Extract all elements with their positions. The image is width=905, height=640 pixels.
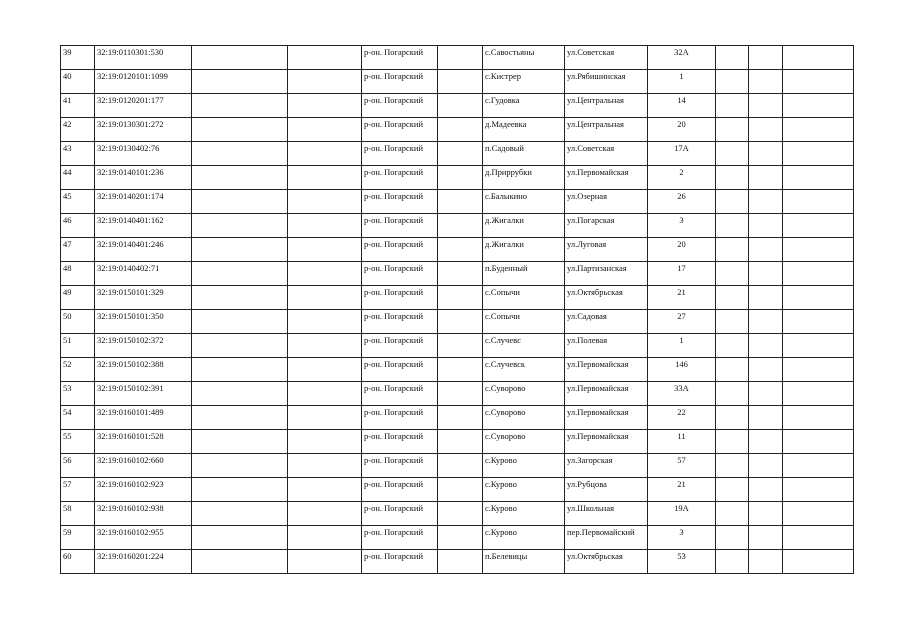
table-row bbox=[61, 94, 854, 118]
cell-street: ул.Загорская bbox=[565, 454, 648, 478]
cell-cadastral-number: 32:19:0140402:71 bbox=[95, 262, 192, 286]
cell-empty bbox=[783, 238, 854, 262]
cell-district: р-он. Погарский bbox=[362, 454, 438, 478]
cell-district: р-он. Погарский bbox=[362, 70, 438, 94]
table-row bbox=[61, 142, 854, 166]
cell-house-number: 3 bbox=[648, 214, 716, 238]
cell-district: р-он. Погарский bbox=[362, 310, 438, 334]
cell-row-number: 56 bbox=[61, 454, 95, 478]
cell-empty bbox=[783, 310, 854, 334]
cell-street: ул.Погарская bbox=[565, 214, 648, 238]
cell-cadastral-number: 32:19:0150102:372 bbox=[95, 334, 192, 358]
cell-empty bbox=[783, 406, 854, 430]
cell-empty bbox=[716, 238, 749, 262]
cell-district: р-он. Погарский bbox=[362, 262, 438, 286]
cell-empty bbox=[783, 502, 854, 526]
cell-settlement: с.Кистрер bbox=[483, 70, 565, 94]
cell-settlement: с.Курово bbox=[483, 502, 565, 526]
cell-house-number: 1 bbox=[648, 334, 716, 358]
cell-settlement: д.Жигалки bbox=[483, 214, 565, 238]
cell-empty bbox=[749, 526, 783, 550]
cell-house-number: 19А bbox=[648, 502, 716, 526]
cell-house-number: 26 bbox=[648, 190, 716, 214]
cell-row-number: 57 bbox=[61, 478, 95, 502]
cell-row-number: 51 bbox=[61, 334, 95, 358]
cell-empty bbox=[192, 190, 288, 214]
cell-empty bbox=[438, 286, 483, 310]
cell-empty bbox=[749, 190, 783, 214]
cell-empty bbox=[192, 94, 288, 118]
cell-cadastral-number: 32:19:0110301:530 bbox=[95, 46, 192, 70]
cell-row-number: 55 bbox=[61, 430, 95, 454]
cell-empty bbox=[716, 382, 749, 406]
cell-row-number: 44 bbox=[61, 166, 95, 190]
cell-cadastral-number: 32:19:0150101:329 bbox=[95, 286, 192, 310]
cell-street: ул.Партизанская bbox=[565, 262, 648, 286]
cell-empty bbox=[192, 166, 288, 190]
cell-empty bbox=[749, 166, 783, 190]
table-row bbox=[61, 358, 854, 382]
cell-row-number: 39 bbox=[61, 46, 95, 70]
cell-house-number: 20 bbox=[648, 238, 716, 262]
cell-empty bbox=[192, 334, 288, 358]
cell-district: р-он. Погарский bbox=[362, 358, 438, 382]
cell-empty bbox=[749, 358, 783, 382]
table-row bbox=[61, 454, 854, 478]
cell-empty bbox=[192, 142, 288, 166]
cell-settlement: с.Гудовка bbox=[483, 94, 565, 118]
cell-empty bbox=[716, 406, 749, 430]
cell-district: р-он. Погарский bbox=[362, 46, 438, 70]
cell-settlement: с.Курово bbox=[483, 526, 565, 550]
table-row bbox=[61, 430, 854, 454]
cell-house-number: 14 bbox=[648, 94, 716, 118]
cell-empty bbox=[288, 502, 362, 526]
cell-empty bbox=[288, 262, 362, 286]
cell-empty bbox=[749, 286, 783, 310]
cell-empty bbox=[783, 214, 854, 238]
cell-empty bbox=[783, 526, 854, 550]
cell-empty bbox=[716, 334, 749, 358]
cell-settlement: д.Мадеевка bbox=[483, 118, 565, 142]
cell-empty bbox=[749, 478, 783, 502]
cell-empty bbox=[288, 70, 362, 94]
cell-empty bbox=[192, 406, 288, 430]
cell-empty bbox=[438, 70, 483, 94]
cell-empty bbox=[749, 502, 783, 526]
cell-row-number: 46 bbox=[61, 214, 95, 238]
cell-empty bbox=[192, 502, 288, 526]
cell-house-number: 22 bbox=[648, 406, 716, 430]
cell-street: ул.Первомайская bbox=[565, 358, 648, 382]
cell-empty bbox=[288, 550, 362, 574]
cell-cadastral-number: 32:19:0160102:660 bbox=[95, 454, 192, 478]
cell-row-number: 54 bbox=[61, 406, 95, 430]
cell-street: ул.Озерная bbox=[565, 190, 648, 214]
cell-street: ул.Октябрьская bbox=[565, 550, 648, 574]
cell-empty bbox=[288, 382, 362, 406]
table-row bbox=[61, 46, 854, 70]
cell-empty bbox=[192, 550, 288, 574]
cell-empty bbox=[716, 478, 749, 502]
cell-empty bbox=[438, 238, 483, 262]
cell-empty bbox=[716, 502, 749, 526]
cell-cadastral-number: 32:19:0160101:489 bbox=[95, 406, 192, 430]
cell-street: ул.Центральная bbox=[565, 94, 648, 118]
cell-cadastral-number: 32:19:0160102:955 bbox=[95, 526, 192, 550]
cell-street: ул.Советская bbox=[565, 46, 648, 70]
cell-street: ул.Советская bbox=[565, 142, 648, 166]
cell-house-number: 1 bbox=[648, 70, 716, 94]
cell-empty bbox=[716, 46, 749, 70]
cell-row-number: 40 bbox=[61, 70, 95, 94]
cell-house-number: 20 bbox=[648, 118, 716, 142]
cell-street: ул.Первомайская bbox=[565, 166, 648, 190]
cell-settlement: д.Приррубки bbox=[483, 166, 565, 190]
cell-district: р-он. Погарский bbox=[362, 382, 438, 406]
cell-cadastral-number: 32:19:0150101:350 bbox=[95, 310, 192, 334]
cell-empty bbox=[783, 166, 854, 190]
cell-street: пер.Первомайский bbox=[565, 526, 648, 550]
cell-empty bbox=[288, 46, 362, 70]
cell-empty bbox=[749, 118, 783, 142]
cell-empty bbox=[438, 550, 483, 574]
cell-empty bbox=[716, 166, 749, 190]
table-row bbox=[61, 550, 854, 574]
cell-empty bbox=[288, 430, 362, 454]
cell-empty bbox=[716, 454, 749, 478]
cell-street: ул.Полевая bbox=[565, 334, 648, 358]
cell-empty bbox=[716, 286, 749, 310]
cell-settlement: п.Садовый bbox=[483, 142, 565, 166]
cell-empty bbox=[783, 46, 854, 70]
cell-house-number: 21 bbox=[648, 478, 716, 502]
cell-settlement: с.Суворово bbox=[483, 382, 565, 406]
cell-empty bbox=[749, 94, 783, 118]
table-row bbox=[61, 334, 854, 358]
cell-empty bbox=[438, 478, 483, 502]
cell-empty bbox=[783, 478, 854, 502]
table-row bbox=[61, 286, 854, 310]
cell-settlement: с.Случевс bbox=[483, 334, 565, 358]
cell-empty bbox=[716, 358, 749, 382]
cell-empty bbox=[749, 46, 783, 70]
cell-cadastral-number: 32:19:0150102:391 bbox=[95, 382, 192, 406]
cell-empty bbox=[438, 262, 483, 286]
cell-empty bbox=[192, 526, 288, 550]
cell-street: ул.Садовая bbox=[565, 310, 648, 334]
cell-house-number: 21 bbox=[648, 286, 716, 310]
cell-empty bbox=[749, 310, 783, 334]
cell-empty bbox=[192, 310, 288, 334]
cell-empty bbox=[749, 262, 783, 286]
cell-empty bbox=[288, 358, 362, 382]
cell-empty bbox=[192, 238, 288, 262]
cell-street: ул.Октябрьская bbox=[565, 286, 648, 310]
cell-cadastral-number: 32:19:0120101:1099 bbox=[95, 70, 192, 94]
cell-settlement: с.Савостьяны bbox=[483, 46, 565, 70]
cell-empty bbox=[192, 430, 288, 454]
table-row bbox=[61, 526, 854, 550]
cell-empty bbox=[716, 430, 749, 454]
cell-empty bbox=[783, 454, 854, 478]
cell-district: р-он. Погарский bbox=[362, 214, 438, 238]
cell-empty bbox=[716, 310, 749, 334]
cell-district: р-он. Погарский bbox=[362, 190, 438, 214]
cell-district: р-он. Погарский bbox=[362, 526, 438, 550]
cell-row-number: 50 bbox=[61, 310, 95, 334]
table-row bbox=[61, 502, 854, 526]
cell-row-number: 41 bbox=[61, 94, 95, 118]
cell-house-number: 2 bbox=[648, 166, 716, 190]
cell-empty bbox=[749, 382, 783, 406]
cell-empty bbox=[438, 334, 483, 358]
cell-house-number: 146 bbox=[648, 358, 716, 382]
cell-settlement: с.Балыкино bbox=[483, 190, 565, 214]
cell-empty bbox=[783, 190, 854, 214]
cell-empty bbox=[783, 334, 854, 358]
cell-empty bbox=[288, 238, 362, 262]
cell-empty bbox=[716, 118, 749, 142]
cell-empty bbox=[783, 262, 854, 286]
cell-house-number: 33А bbox=[648, 382, 716, 406]
cell-cadastral-number: 32:19:0140201:174 bbox=[95, 190, 192, 214]
cell-settlement: с.Сопычи bbox=[483, 310, 565, 334]
cell-empty bbox=[192, 118, 288, 142]
cell-empty bbox=[288, 94, 362, 118]
cell-empty bbox=[192, 454, 288, 478]
cell-empty bbox=[192, 214, 288, 238]
cell-settlement: п.Буденный bbox=[483, 262, 565, 286]
table-row bbox=[61, 190, 854, 214]
cell-house-number: 17А bbox=[648, 142, 716, 166]
cell-street: ул.Первомайская bbox=[565, 406, 648, 430]
cell-house-number: 3 bbox=[648, 526, 716, 550]
cell-row-number: 59 bbox=[61, 526, 95, 550]
cell-empty bbox=[192, 286, 288, 310]
register-table bbox=[60, 45, 854, 574]
cell-district: р-он. Погарский bbox=[362, 334, 438, 358]
cell-settlement: с.Суворово bbox=[483, 406, 565, 430]
cell-empty bbox=[749, 430, 783, 454]
cell-house-number: 32А bbox=[648, 46, 716, 70]
table-row bbox=[61, 262, 854, 286]
cell-row-number: 58 bbox=[61, 502, 95, 526]
cell-empty bbox=[783, 70, 854, 94]
cell-house-number: 27 bbox=[648, 310, 716, 334]
table-row bbox=[61, 238, 854, 262]
cell-empty bbox=[288, 334, 362, 358]
cell-empty bbox=[438, 190, 483, 214]
cell-district: р-он. Погарский bbox=[362, 478, 438, 502]
cell-district: р-он. Погарский bbox=[362, 94, 438, 118]
cell-empty bbox=[288, 478, 362, 502]
cell-district: р-он. Погарский bbox=[362, 166, 438, 190]
cell-empty bbox=[438, 46, 483, 70]
cell-settlement: с.Сопычи bbox=[483, 286, 565, 310]
cell-empty bbox=[749, 238, 783, 262]
cell-cadastral-number: 32:19:0160201:224 bbox=[95, 550, 192, 574]
cell-empty bbox=[192, 382, 288, 406]
cell-cadastral-number: 32:19:0130402:76 bbox=[95, 142, 192, 166]
cell-empty bbox=[783, 430, 854, 454]
cell-empty bbox=[749, 550, 783, 574]
cell-empty bbox=[192, 262, 288, 286]
cell-row-number: 43 bbox=[61, 142, 95, 166]
table-row bbox=[61, 166, 854, 190]
cell-empty bbox=[192, 70, 288, 94]
cell-empty bbox=[192, 478, 288, 502]
cell-empty bbox=[438, 94, 483, 118]
cell-row-number: 52 bbox=[61, 358, 95, 382]
cell-cadastral-number: 32:19:0160101:528 bbox=[95, 430, 192, 454]
cell-empty bbox=[783, 358, 854, 382]
cell-cadastral-number: 32:19:0160102:923 bbox=[95, 478, 192, 502]
cell-empty bbox=[749, 406, 783, 430]
cell-empty bbox=[783, 118, 854, 142]
cell-house-number: 11 bbox=[648, 430, 716, 454]
cell-empty bbox=[288, 118, 362, 142]
cell-empty bbox=[438, 358, 483, 382]
cell-settlement: с.Курово bbox=[483, 454, 565, 478]
cell-empty bbox=[783, 94, 854, 118]
cell-settlement: п.Белевицы bbox=[483, 550, 565, 574]
cell-street: ул.Луговая bbox=[565, 238, 648, 262]
cell-empty bbox=[783, 382, 854, 406]
cell-empty bbox=[438, 526, 483, 550]
register-rows bbox=[61, 46, 854, 574]
cell-settlement: д.Жигалки bbox=[483, 238, 565, 262]
cell-settlement: с.Курово bbox=[483, 478, 565, 502]
cell-empty bbox=[288, 454, 362, 478]
cell-house-number: 53 bbox=[648, 550, 716, 574]
cell-empty bbox=[783, 286, 854, 310]
cell-house-number: 57 bbox=[648, 454, 716, 478]
cell-district: р-он. Погарский bbox=[362, 118, 438, 142]
cell-empty bbox=[749, 214, 783, 238]
cell-district: р-он. Погарский bbox=[362, 550, 438, 574]
cell-settlement: с.Случевск bbox=[483, 358, 565, 382]
cell-street: ул.Рубцова bbox=[565, 478, 648, 502]
cell-empty bbox=[438, 502, 483, 526]
cell-empty bbox=[749, 334, 783, 358]
table-row bbox=[61, 70, 854, 94]
cell-empty bbox=[192, 46, 288, 70]
cell-cadastral-number: 32:19:0140101:236 bbox=[95, 166, 192, 190]
cell-empty bbox=[192, 358, 288, 382]
cell-cadastral-number: 32:19:0150102:388 bbox=[95, 358, 192, 382]
cell-empty bbox=[288, 142, 362, 166]
cell-empty bbox=[288, 310, 362, 334]
table-row bbox=[61, 478, 854, 502]
cell-empty bbox=[438, 310, 483, 334]
cell-empty bbox=[288, 406, 362, 430]
cell-district: р-он. Погарский bbox=[362, 430, 438, 454]
cell-empty bbox=[438, 142, 483, 166]
cell-district: р-он. Погарский bbox=[362, 286, 438, 310]
cell-empty bbox=[438, 166, 483, 190]
cell-row-number: 60 bbox=[61, 550, 95, 574]
cell-empty bbox=[288, 214, 362, 238]
cell-empty bbox=[716, 94, 749, 118]
cell-row-number: 48 bbox=[61, 262, 95, 286]
table-row bbox=[61, 406, 854, 430]
cell-street: ул.Центральная bbox=[565, 118, 648, 142]
cell-street: ул.Первомайская bbox=[565, 430, 648, 454]
cell-cadastral-number: 32:19:0140401:246 bbox=[95, 238, 192, 262]
cell-district: р-он. Погарский bbox=[362, 406, 438, 430]
cell-empty bbox=[438, 382, 483, 406]
cell-empty bbox=[716, 190, 749, 214]
cell-empty bbox=[438, 454, 483, 478]
cell-district: р-он. Погарский bbox=[362, 238, 438, 262]
cell-empty bbox=[716, 214, 749, 238]
cell-row-number: 45 bbox=[61, 190, 95, 214]
cell-empty bbox=[716, 550, 749, 574]
cell-empty bbox=[288, 286, 362, 310]
cell-empty bbox=[438, 430, 483, 454]
cell-street: ул.Рябишинская bbox=[565, 70, 648, 94]
cell-empty bbox=[749, 70, 783, 94]
cell-row-number: 49 bbox=[61, 286, 95, 310]
cell-empty bbox=[288, 190, 362, 214]
cell-empty bbox=[438, 214, 483, 238]
cell-cadastral-number: 32:19:0120201:177 bbox=[95, 94, 192, 118]
table-row bbox=[61, 118, 854, 142]
cell-empty bbox=[716, 262, 749, 286]
cell-cadastral-number: 32:19:0140401:162 bbox=[95, 214, 192, 238]
cell-house-number: 17 bbox=[648, 262, 716, 286]
cell-empty bbox=[749, 454, 783, 478]
cell-empty bbox=[783, 142, 854, 166]
table-row bbox=[61, 310, 854, 334]
cell-settlement: с.Суворово bbox=[483, 430, 565, 454]
table-row bbox=[61, 214, 854, 238]
cell-cadastral-number: 32:19:0160102:938 bbox=[95, 502, 192, 526]
cell-street: ул.Первомайская bbox=[565, 382, 648, 406]
cell-street: ул.Школьная bbox=[565, 502, 648, 526]
cell-district: р-он. Погарский bbox=[362, 142, 438, 166]
cell-empty bbox=[716, 526, 749, 550]
cell-row-number: 53 bbox=[61, 382, 95, 406]
cell-empty bbox=[288, 526, 362, 550]
cell-empty bbox=[438, 406, 483, 430]
table-row bbox=[61, 382, 854, 406]
cell-empty bbox=[749, 142, 783, 166]
cell-row-number: 42 bbox=[61, 118, 95, 142]
cell-empty bbox=[716, 142, 749, 166]
cell-empty bbox=[438, 118, 483, 142]
cell-cadastral-number: 32:19:0130301:272 bbox=[95, 118, 192, 142]
cell-empty bbox=[783, 550, 854, 574]
cell-empty bbox=[288, 166, 362, 190]
cell-row-number: 47 bbox=[61, 238, 95, 262]
cell-district: р-он. Погарский bbox=[362, 502, 438, 526]
cell-empty bbox=[716, 70, 749, 94]
